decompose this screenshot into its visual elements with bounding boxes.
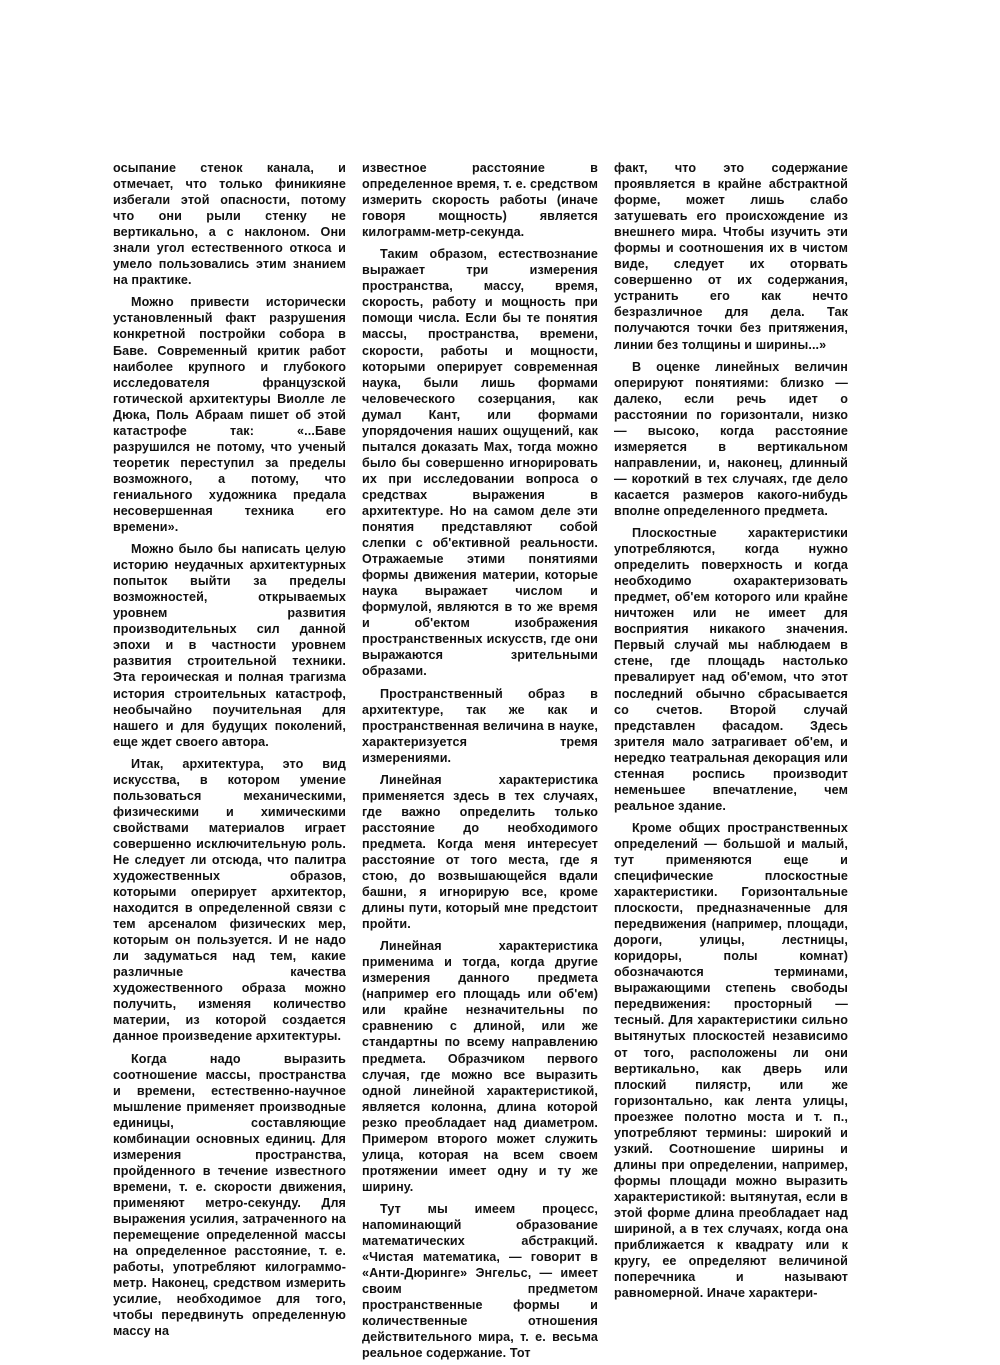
- paragraph: Кроме общих пространственных определений — большой и малый, тут применяются еще и специфические плоскостные характеристики. Горизонтальные плоскости, предназначенные для передвижения (например, площади, дороги, улицы, лестницы, коридоры, полы комнат) обозначаются терминами, выражающими степень свободы передвижения: просторный — тесный. Для характеристики сильно вытянутых плоскостей независимо от того, расположены ли они вертикально, как дверь или плоский пилястр, или же горизонтально, как лента улицы, проезжее полотно моста и т. п., употребляют термины: широкий и узкий. Соотношение ширины и длины при определении, например, формы площади можно выразить характеристикой: вытянутая, если в этой форме длина преобладает над шириной, а в тех случаях, когда она приближается к квадрату или к кругу, ее определяют величиной поперечника и называют равномерной. Иначе характери-: [614, 820, 848, 1301]
- paragraph: Можно привести исторически установленный факт разрушения конкретной постройки собора в Баве. Современный критик работ наиболее крупного и глубокого исследователя французской готической архитектуры Виолле ле Дюка, Поль Абраам пишет об этой катастрофе так: «...Баве разрушился не потому, что ученый теоретик переступил за пределы возможного, а потому, что гениального художника предала несовершенная техника его времени».: [113, 295, 346, 535]
- paragraph: Когда надо выразить соотношение массы, пространства и времени, естественно-научное мышление применяет производные единицы, составляющие комбинации основных единиц. Для измерения пространства, пройденного в течение известного времени, т. е. скорости движения, применяют метро-секунду. Для выражения усилия, затраченного на перемещение определенной массы на определенное расстояние, т. е. работы, употребляют килограммо-метр. Наконец, средством измерить усилие, необходимое для того, чтобы передвинуть определенную массу на: [113, 1051, 346, 1339]
- text-column-middle: [362, 160, 598, 1361]
- paragraph: осыпание стенок канала, и отмечает, что только финикияне избегали этой опасности, потому что они рыли стенку не вертикально, а с наклоном. Они знали угол естественного откоса и умело пользовались этим знанием на практике.: [113, 161, 346, 288]
- paragraph: Тут мы имеем процесс, напоминающий образование математических абстракций. «Чистая математика, — говорит в «Анти-Дюринге» Энгельс, — имеет своим предметом пространственные формы и количественные отношения действительного мира, т. е. весьма реальное содержание. Тот: [362, 1201, 598, 1361]
- paragraph: Таким образом, естествознание выражает три измерения пространства, массу, время, скорость, работу и мощность при помощи числа. Если бы те понятия массы, пространства, времени, скорости, работы и мощности, которыми оперирует современная наука, были лишь формами человеческого созерцания, как думал Кант, или формами упорядочения наших ощущений, как пытался доказать Мах, тогда можно было бы совершенно игнорировать их при исследовании вопроса о средствах выражения в архитектуре. Но на самом деле эти понятия представляют собой слепки с об'ективной реальности. Отражаемые этими понятиями формы движения материи, которые наука выражает числом и формулой, являются в то же время и об'ектом изображения пространственных искусств, где они выражаются зрительными образами.: [362, 247, 598, 679]
- paragraph: В оценке линейных величин оперируют понятиями: близко — далеко, если речь идет о расстоянии по горизонтали, низко — высоко, когда расстояние измеряется в вертикальном направлении, и, наконец, длинный — короткий в тех случаях, где дело касается размеров какого-нибудь вполне определенного предмета.: [614, 359, 848, 518]
- paragraph: Линейная характеристика применима и тогда, когда другие измерения данного предмета (например его площадь или об'ем) или крайне незначительны по сравнению с длиной, или же стандартны по всему направлению предмета. Образчиком первого случая, где можно все выразить одной линейной характеристикой, является колонна, длина которой резко преобладает над диаметром. Примером второго может служить улица, которая на всем своем протяжении имеет одну и ту же ширину.: [362, 939, 598, 1194]
- paragraph: Плоскостные характеристики употребляются, когда нужно определить поверхность и когда необходимо охарактеризовать предмет, об'ем которого или крайне ничтожен или не имеет для восприятия никакого значения. Первый случай мы наблюдаем в стене, где площадь настолько превалирует над об'емом, что этот последний обычно сбрасывается со счетов. Второй случай представлен фасадом. Здесь зрителя мало затрагивает об'ем, и нередко театральная декорация или стенная роспись производит неменьшее впечатление, чем реальное здание.: [614, 526, 848, 813]
- paragraph: Пространственный образ в архитектуре, так же как и пространственная величина в науке, характеризуется тремя измерениями.: [362, 686, 598, 765]
- paragraph: Итак, архитектура, это вид искусства, в котором умение пользоваться механическими, физическими и химическими свойствами материалов играет совершенно исключительную роль. Не следует ли отсюда, что палитра художественных образов, которыми оперирует архитектор, находится в определенной связи с тем арсеналом физических мер, которым он пользуется. И не надо ли задуматься над тем, какие различные качества художественного образа можно получить, изменяя количество материи, из которой создается данное произведение архитектуры.: [113, 756, 346, 1044]
- paragraph: Можно было бы написать целую историю неудачных архитектурных попыток выйти за пределы возможностей, открываемых уровнем развития производительных сил данной эпохи и в частности уровнем развития строительной техники. Эта героическая и полная трагизма история строительных катастроф, необычайно поучительная для нашего и для будущих поколений, еще ждет своего автора.: [113, 542, 346, 749]
- text-column-left: [113, 160, 346, 1339]
- text-column-right: [614, 160, 848, 1301]
- paragraph: известное расстояние в определенное время, т. е. средством измерить скорость работы (иначе говоря мощность) является килограмм-метр-секунда.: [362, 161, 598, 240]
- paragraph: Линейная характеристика применяется здесь в тех случаях, где важно определить только расстояние до необходимого предмета. Когда меня интересует расстояние от того места, где я стою, до возвышающейся вдали башни, я игнорирую все, кроме длины пути, который мне предстоит пройти.: [362, 772, 598, 932]
- paragraph: факт, что это содержание проявляется в крайне абстрактной форме, может лишь слабо затушевать его происхождение из внешнего мира. Чтобы изучить эти формы и соотношения их в чистом виде, следует их оторвать совершенно от их содержания, устранить его как нечто безразличное для дела. Так получаются точки без притяжения, линии без толщины и ширины...»: [614, 161, 848, 352]
